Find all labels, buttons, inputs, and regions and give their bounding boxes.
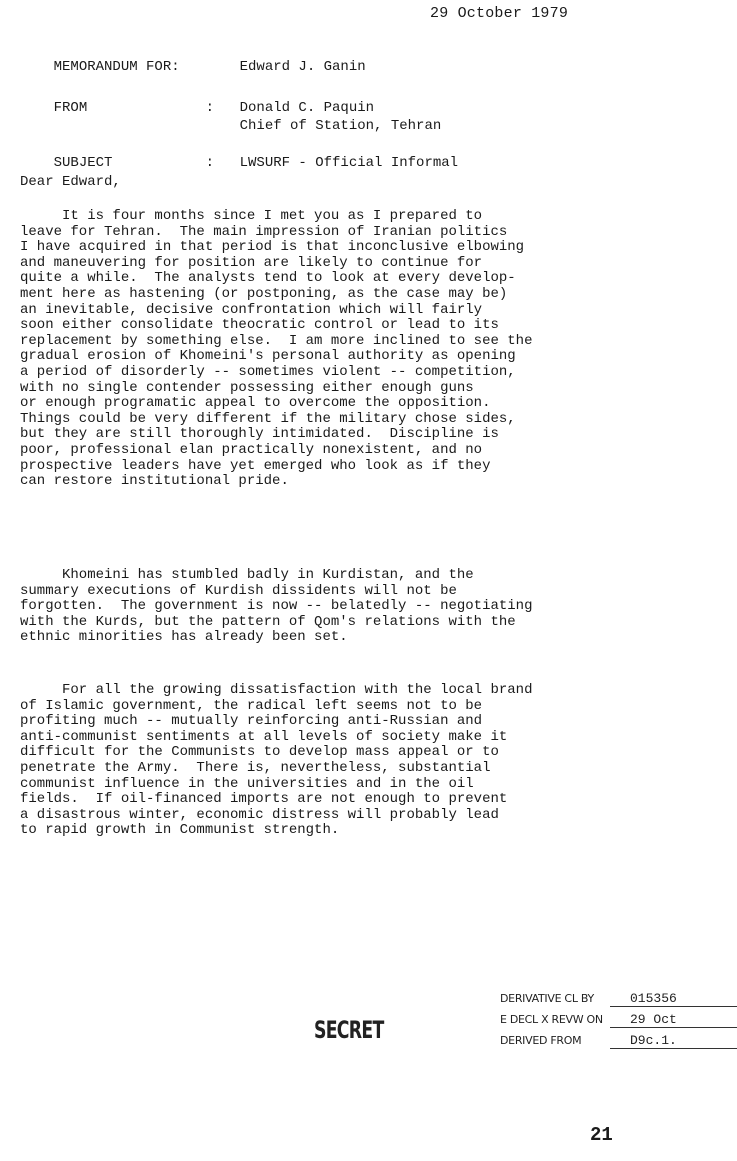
- decl-label: E DECL X REVW ON: [500, 1013, 603, 1026]
- paragraph-3: For all the growing dissatisfaction with the local brand of Islamic government, the radical left seems not to be profiting much -- mutually reinforcing anti-Russian and anti-communist sentiments at all levels of society make it difficult for the Communists to develop mass appeal or to penetrate the Army. There is, nevertheless, substantial communist influence in the universities and in the oil fields. If oil-financed imports are not enough to prevent a disastrous winter, economic distress will probably lead to rapid growth in Communist strength.: [20, 682, 533, 839]
- memorandum-for-label: MEMORANDUM FOR:: [53, 59, 180, 75]
- from-title: Chief of Station, Tehran: [239, 118, 442, 134]
- subject-label: SUBJECT: [53, 155, 113, 171]
- subject-colon: :: [205, 155, 215, 171]
- derived-value: D9c.1.: [610, 1034, 737, 1049]
- salutation: Dear Edward,: [20, 174, 121, 190]
- from-label: FROM: [53, 100, 88, 116]
- classification-block: [500, 988, 737, 1051]
- decl-value: 29 Oct: [610, 1013, 737, 1028]
- memo-date: 29 October 1979: [430, 5, 569, 22]
- page-number: 21: [590, 1124, 613, 1146]
- derived-label: DERIVED FROM: [500, 1034, 582, 1047]
- derivative-label: DERIVATIVE CL BY: [500, 992, 594, 1005]
- paragraph-2: Khomeini has stumbled badly in Kurdistan, and the summary executions of Kurdish dissidents will not be forgotten. The government is now -- belatedly -- negotiating with the Kurds, but the pattern of Qom's relations with the ethnic minorities has already been set.: [20, 567, 533, 646]
- subject-value: LWSURF - Official Informal: [239, 155, 459, 171]
- decl-row: [500, 1009, 737, 1030]
- paragraph-1: It is four months since I met you as I prepared to leave for Tehran. The main impression of Iranian politics I have acquired in that period is that inconclusive elbowing and maneuvering for position are likely to continue for quite a while. The analysts tend to look at every develop- ment here as hastening (or postponing, as the case may be) an inevitable, decisive confrontation which will fairly soon either consolidate theocratic control or lead to its replacement by something else. I am more inclined to see the gradual erosion of Khomeini's personal authority as opening a period of disorderly -- sometimes violent -- competition, with no single contender possessing either enough guns or enough programatic appeal to overcome the opposition. Things could be very different if the military chose sides, but they are still thoroughly intimidated. Discipline is poor, professional elan practically nonexistent, and no prospective leaders have yet emerged who look as if they can restore institutional pride.: [20, 208, 533, 490]
- from-colon: :: [205, 100, 215, 116]
- derivative-value: 015356: [610, 992, 737, 1007]
- derived-row: [500, 1030, 737, 1051]
- from-name: Donald C. Paquin: [239, 100, 375, 116]
- secret-stamp: SECRET: [314, 1016, 384, 1044]
- memorandum-for-value: Edward J. Ganin: [239, 59, 366, 75]
- derivative-row: [500, 988, 737, 1009]
